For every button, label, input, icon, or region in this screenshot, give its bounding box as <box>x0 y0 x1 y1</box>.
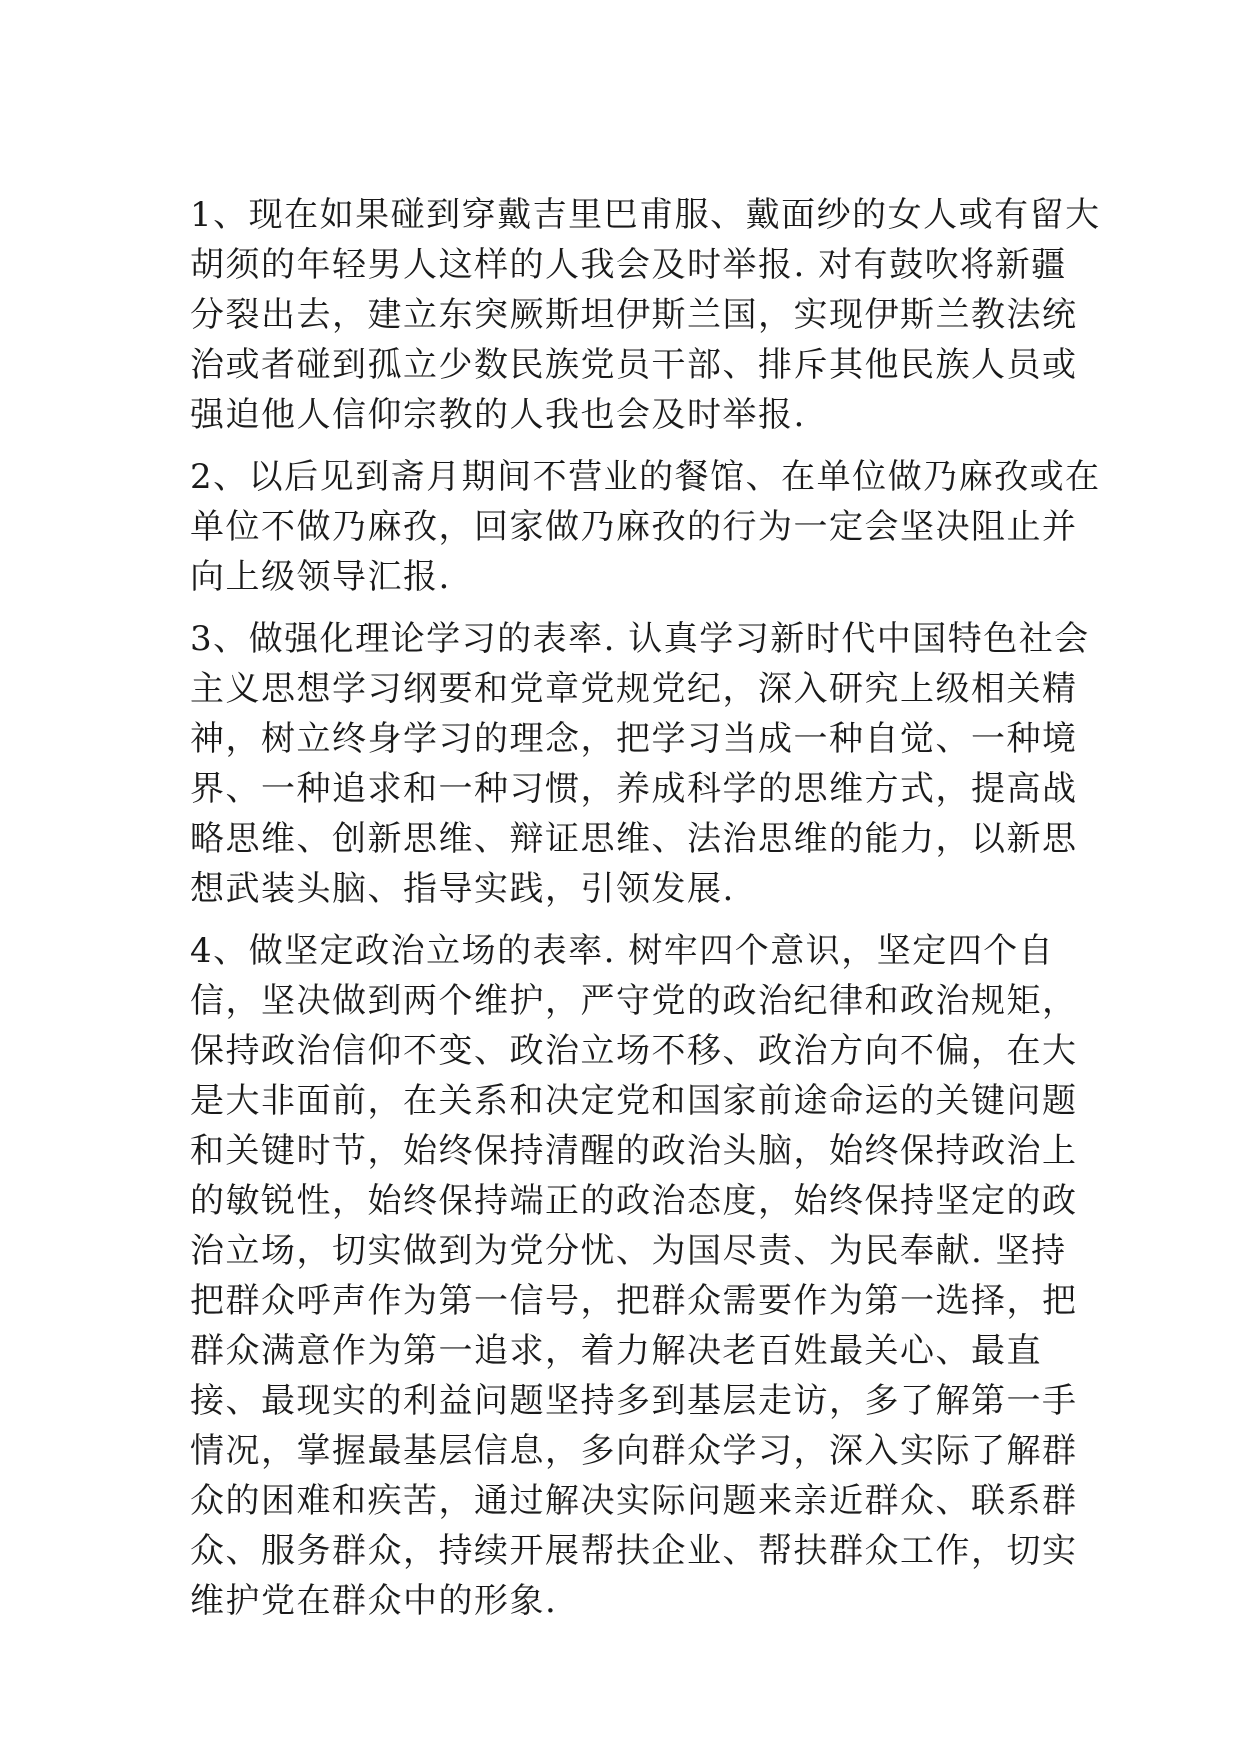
paragraph-3 <box>190 614 1090 914</box>
paragraph-line: 向上级领导汇报. <box>190 557 451 597</box>
paragraph-line: 众的困难和疾苦，通过解决实际问题来亲近群众、联系群 <box>190 1481 1078 1521</box>
paragraph-1 <box>190 190 1101 440</box>
paragraph-4 <box>190 926 1078 1626</box>
paragraph-line: 众、服务群众，持续开展帮扶企业、帮扶群众工作，切实 <box>190 1531 1078 1571</box>
paragraph-line: 和关键时节，始终保持清醒的政治头脑，始终保持政治上 <box>190 1131 1078 1171</box>
paragraph-line: 主义思想学习纲要和党章党规党纪，深入研究上级相关精 <box>190 669 1078 709</box>
paragraph-line: 治立场，切实做到为党分忧、为国尽责、为民奉献. 坚持 <box>190 1231 1067 1271</box>
paragraph-line: 强迫他人信仰宗教的人我也会及时举报. <box>190 395 806 435</box>
paragraph-2 <box>190 452 1101 602</box>
paragraph-line: 治或者碰到孤立少数民族党员干部、排斥其他民族人员或 <box>190 345 1078 385</box>
paragraph-line: 保持政治信仰不变、政治立场不移、政治方向不偏，在大 <box>190 1031 1078 1071</box>
paragraph-line: 略思维、创新思维、辩证思维、法治思维的能力，以新思 <box>190 819 1078 859</box>
paragraph-line: 胡须的年轻男人这样的人我会及时举报. 对有鼓吹将新疆 <box>190 245 1067 285</box>
paragraph-line: 4、做坚定政治立场的表率. 树牢四个意识，坚定四个自 <box>190 931 1055 971</box>
paragraph-line: 3、做强化理论学习的表率. 认真学习新时代中国特色社会 <box>190 619 1090 659</box>
paragraph-line: 把群众呼声作为第一信号，把群众需要作为第一选择，把 <box>190 1281 1078 1321</box>
paragraph-line: 的敏锐性，始终保持端正的政治态度，始终保持坚定的政 <box>190 1181 1078 1221</box>
paragraph-line: 2、以后见到斋月期间不营业的餐馆、在单位做乃麻孜或在 <box>190 457 1101 497</box>
paragraph-line: 群众满意作为第一追求，着力解决老百姓最关心、最直 <box>190 1331 1042 1371</box>
paragraph-line: 维护党在群众中的形象. <box>190 1581 558 1621</box>
paragraph-line: 1、现在如果碰到穿戴吉里巴甫服、戴面纱的女人或有留大 <box>190 195 1101 235</box>
paragraph-line: 情况，掌握最基层信息，多向群众学习，深入实际了解群 <box>190 1431 1078 1471</box>
paragraph-line: 单位不做乃麻孜，回家做乃麻孜的行为一定会坚决阻止并 <box>190 507 1078 547</box>
paragraph-line: 想武装头脑、指导实践，引领发展. <box>190 869 735 909</box>
paragraph-line: 分裂出去，建立东突厥斯坦伊斯兰国，实现伊斯兰教法统 <box>190 295 1078 335</box>
paragraph-line: 信，坚决做到两个维护，严守党的政治纪律和政治规矩， <box>190 981 1078 1021</box>
paragraph-line: 是大非面前，在关系和决定党和国家前途命运的关键问题 <box>190 1081 1078 1121</box>
paragraph-line: 界、一种追求和一种习惯，养成科学的思维方式，提高战 <box>190 769 1078 809</box>
paragraph-line: 接、最现实的利益问题坚持多到基层走访，多了解第一手 <box>190 1381 1078 1421</box>
paragraph-line: 神，树立终身学习的理念，把学习当成一种自觉、一种境 <box>190 719 1078 759</box>
